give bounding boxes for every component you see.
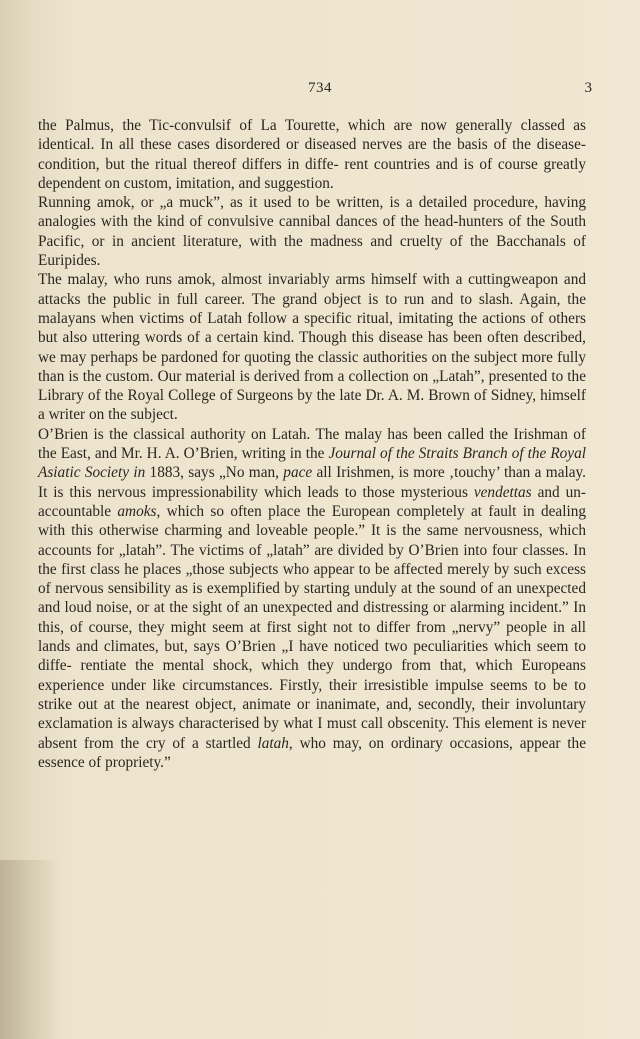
body-text <box>38 116 586 772</box>
paragraph-1: the Palmus, the Tic-convulsif of La Tourette, which are now generally classed as identical. In all these cases disordered or diseased nerves are the basis of the disease-condition, but the ritual thereof differs in diffe- rent countries and is of course greatly dependent on custom, imitation, and suggestion. <box>38 117 586 192</box>
italic-term: amoks <box>117 502 157 520</box>
paragraph-2: Running amok, or „a muck”, as it used to be written, is a detailed procedure, having analogies with the kind of convulsive cannibal dances of the head-hunters of the South Pacific, or in ancient literature, with the madness and cruelty of the Bacchanals of Euripides. <box>38 194 586 270</box>
text-span: and un- accountable <box>38 483 586 520</box>
text-span: all Irishmen, is more ‚touchy’ than a malay. It is this nervous impressionability which leads to those mysterious <box>38 464 586 501</box>
italic-term: pace <box>283 464 313 482</box>
journal-title: Journal of the Straits Branch of the Royal Asiatic Society in <box>38 445 586 482</box>
text-span: , which so often place the European completely at fault in dealing with this otherwise charming and loveable people.” It is the same nervousness, which accounts for „latah”. The victims of „latah” are divided by O’Brien into four classes. In the first class he places „those subjects who appear to be affected merely by such excess of nervous sensibility as is exemplified by starting unduly at the sound of an unexpected and loud noise, or at the sight of an unexpected and distressing or alarming incident.” In this, of course, they might seem at first sight not to differ from „nervy” people in all lands and climates, but, says O’Brien „I have noticed two peculiarities which seem to diffe- rentiate the mental shock, which they undergo from that, which Europeans experience under like circumstances. Firstly, their irresistible impulse seems to be to strike out at the nearest object, animate or inanimate, and, secondly, their involuntary exclamation is always characterised by what I must call obscenity. This element is never absent from the cry of a startled <box>38 502 586 752</box>
italic-term: vendettas <box>473 483 532 501</box>
text-span: 1883, says „No man, <box>145 464 284 482</box>
signature-mark: 3 <box>584 80 592 96</box>
running-header <box>40 80 600 102</box>
paper-stain <box>0 860 60 1039</box>
text-span: O’Brien is the classical authority on Latah. The malay has been called the Irishman of the East, and Mr. H. A. O’Brien, writing in the <box>38 425 586 463</box>
paragraph-3: The malay, who runs amok, almost invariably arms himself with a cuttingweapon and attacks the public in full career. The grand object is to run and to slash. Again, the malayans when victims of Latah follow a specific ritual, imitating the actions of others but also uttering words of a certain kind. Though this disease has been often described, we may perhaps be pardoned for quoting the classic authorities on the subject more fully than is the custom. Our material is derived from a collection on „Latah”, presented to the Library of the Royal College of Surgeons by the late Dr. A. M. Brown of Sidney, himself a writer on the subject. <box>38 271 586 424</box>
page-number: 734 <box>308 80 332 96</box>
italic-term: latah <box>257 734 289 752</box>
text-span: , who may, on ordinary occasions, appear the essence of propriety.” <box>38 734 586 771</box>
paragraph-4 <box>38 425 586 772</box>
